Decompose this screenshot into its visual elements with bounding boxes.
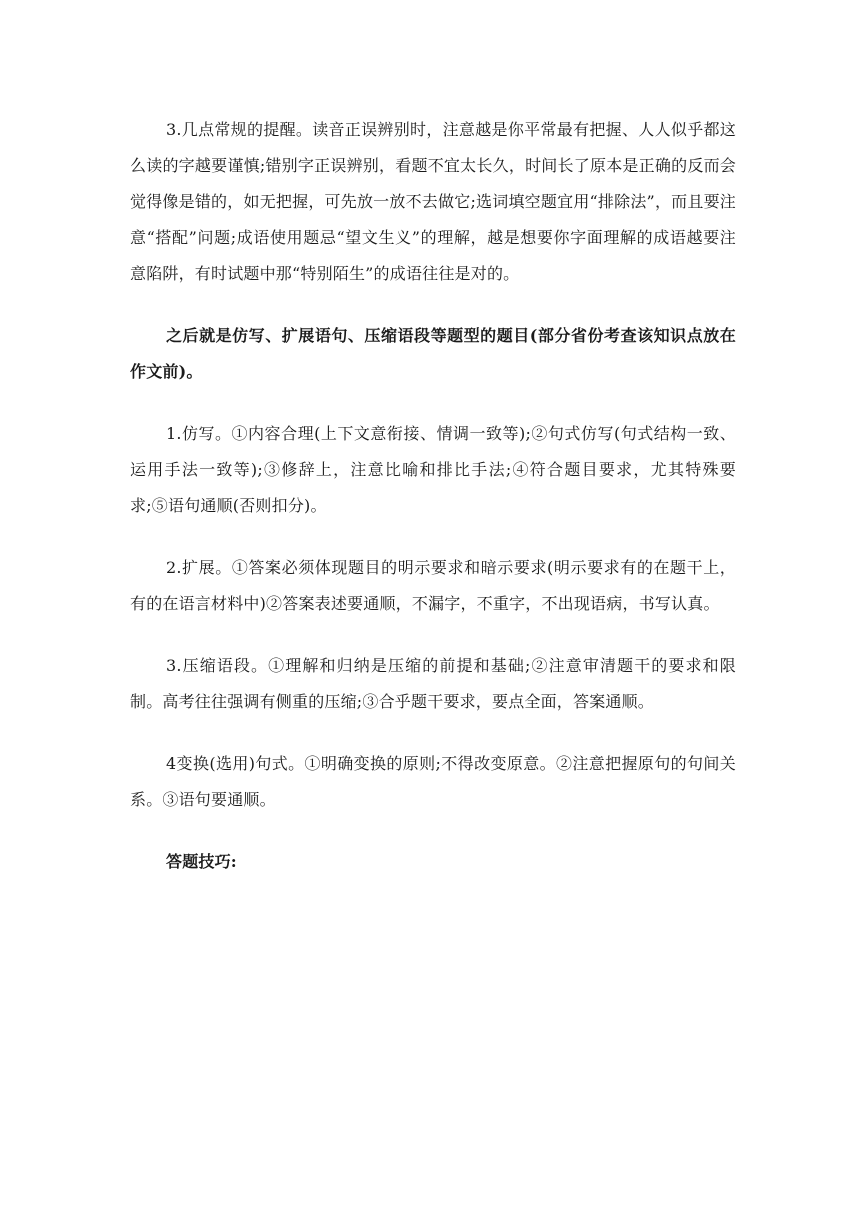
paragraph-item-4: 4变换(选用)句式。①明确变换的原则;不得改变原意。②注意把握原句的句间关系。③语句要通顺。 (130, 754, 736, 809)
document-body (130, 112, 736, 880)
paragraph-item-1: 1.仿写。①内容合理(上下文意衔接、情调一致等);②句式仿写(句式结构一致、运用手法一致等);③修辞上，注意比喻和排比手法;④符合题目要求，尤其特殊要求;⑤语句通顺(否则扣分)。 (130, 424, 736, 515)
paragraph-tip-3: 3.几点常规的提醒。读音正误辨别时，注意越是你平常最有把握、人人似乎都这么读的字越要谨慎;错别字正误辨别，看题不宜太长久，时间长了原本是正确的反而会觉得像是错的，如无把握，可先放一放不去做它;选词填空题宜用“排除法”，而且要注意“搭配”问题;成语使用题忌“望文生义”的理解，越是想要你字面理解的成语越要注意陷阱，有时试题中那“特别陌生”的成语往往是对的。 (130, 120, 736, 283)
paragraph-section-intro: 之后就是仿写、扩展语句、压缩语段等题型的题目(部分省份考查该知识点放在作文前)。 (130, 326, 736, 381)
paragraph-item-2: 2.扩展。①答案必须体现题目的明示要求和暗示要求(明示要求有的在题干上，有的在语言材料中)②答案表述要通顺，不漏字，不重字，不出现语病，书写认真。 (130, 558, 736, 613)
paragraph-item-3: 3.压缩语段。①理解和归纳是压缩的前提和基础;②注意审清题干的要求和限制。高考往往强调有侧重的压缩;③合乎题干要求，要点全面，答案通顺。 (130, 656, 736, 711)
heading-answer-tips: 答题技巧: (166, 852, 237, 871)
